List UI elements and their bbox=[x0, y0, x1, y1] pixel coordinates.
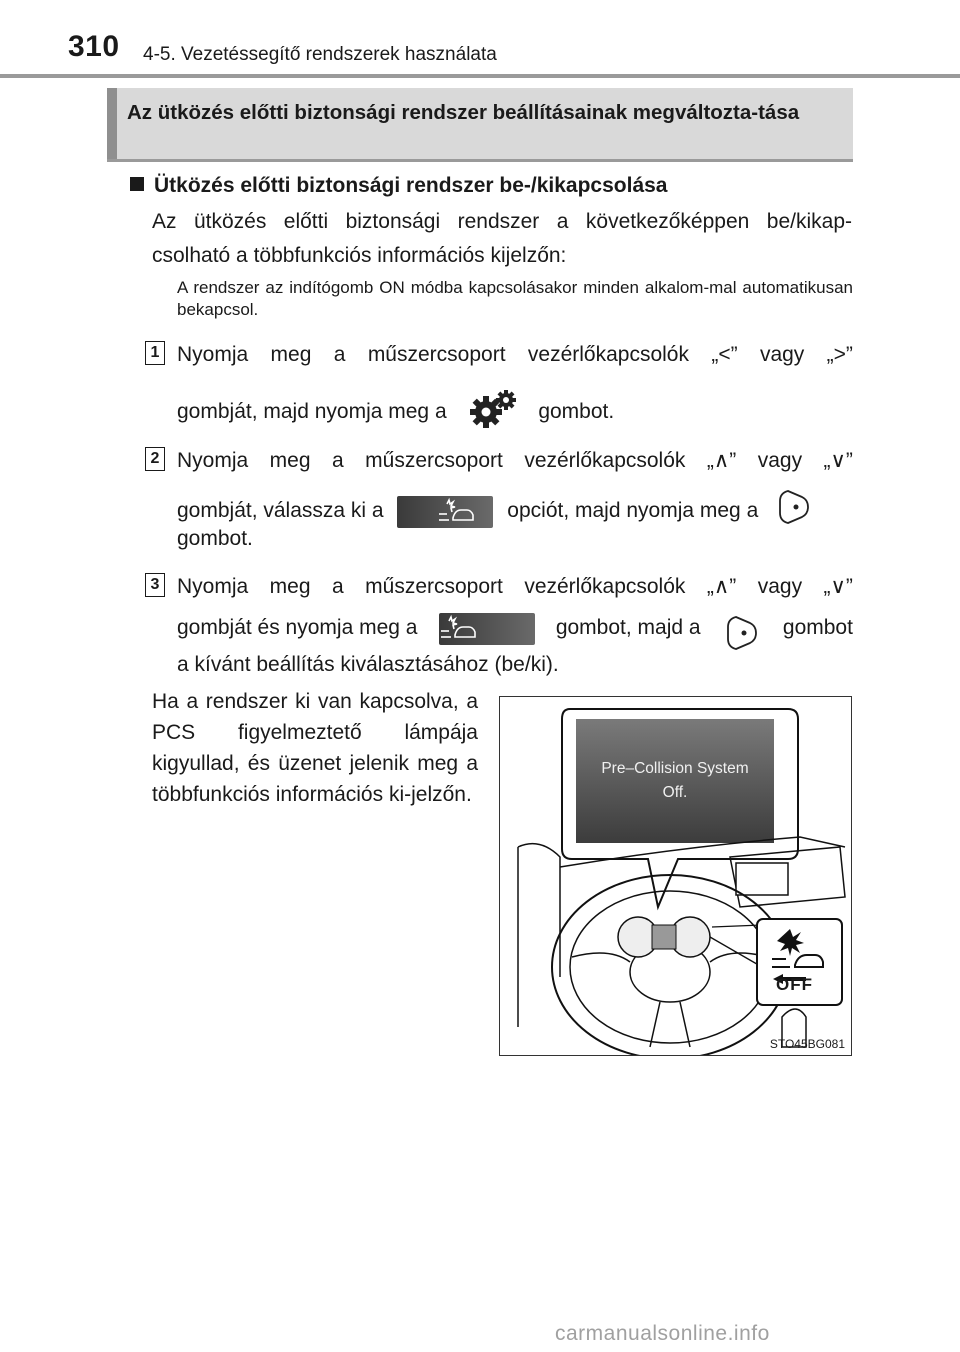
display-line-2: Off. bbox=[662, 784, 688, 801]
header-divider bbox=[0, 74, 960, 78]
step-number-2: 2 bbox=[145, 447, 165, 471]
step-1-line-1 bbox=[177, 340, 853, 370]
word: a bbox=[333, 343, 346, 366]
word: Nyomja bbox=[177, 449, 249, 472]
word: Nyomja bbox=[177, 575, 249, 598]
word: „>” bbox=[826, 343, 853, 366]
enter-button-icon bbox=[774, 487, 814, 536]
section-accent-bar bbox=[107, 88, 117, 159]
step-3-text-c: gombot bbox=[782, 616, 853, 639]
word: vezérlőkapcsolók bbox=[527, 343, 689, 366]
word: műszercsoport bbox=[367, 343, 506, 366]
subsection-title bbox=[130, 174, 668, 198]
page-number: 310 bbox=[68, 30, 120, 63]
word: meg bbox=[269, 575, 311, 598]
word: a bbox=[331, 449, 344, 472]
note-text: A rendszer az indítógomb ON módba kapcsolásakor minden alkalom-mal automatikusan bekapcsol. bbox=[177, 278, 853, 319]
word: „∨” bbox=[823, 575, 853, 598]
word: vagy bbox=[757, 449, 803, 472]
step-3-line-2 bbox=[177, 613, 853, 643]
step-3-line-3: a kívánt beállítás kiválasztásához (be/ki). bbox=[177, 653, 559, 676]
figure-code: STO45BG081 bbox=[769, 1037, 845, 1051]
step-2-line-3: gombot. bbox=[177, 527, 253, 550]
step-1-line-2 bbox=[177, 388, 615, 424]
word: vagy bbox=[759, 343, 805, 366]
square-bullet-icon bbox=[130, 177, 144, 191]
word: műszercsoport bbox=[365, 575, 503, 598]
word: vagy bbox=[757, 575, 803, 598]
step-2-line-1 bbox=[177, 446, 853, 476]
pcs-icon bbox=[439, 613, 535, 645]
step-number-3: 3 bbox=[145, 573, 165, 597]
word: „∧” bbox=[706, 575, 737, 598]
watermark: carmanualsonline.info bbox=[555, 1322, 770, 1345]
section-heading-box bbox=[107, 88, 853, 162]
intro-paragraph bbox=[152, 205, 852, 273]
result-paragraph: Ha a rendszer ki van kapcsolva, a PCS figyelmeztető lámpája kigyullad, és üzenet jelenik meg a többfunkciós információs ki-jelzőn. bbox=[152, 690, 478, 806]
word: „∧” bbox=[706, 449, 737, 472]
subsection-title-text: Ütközés előtti biztonsági rendszer be-/kikapcsolása bbox=[154, 174, 668, 197]
word: vezérlőkapcsolók bbox=[524, 449, 686, 472]
word: „∨” bbox=[823, 449, 853, 472]
intro-line-2: csolható a többfunkciós információs kijelzőn: bbox=[152, 244, 567, 267]
enter-button-icon bbox=[722, 613, 762, 643]
word: „<” bbox=[711, 343, 738, 366]
chapter-title: 4-5. Vezetéssegítő rendszerek használata bbox=[143, 44, 497, 65]
settings-gear-icon bbox=[466, 388, 524, 437]
step-2-text-a: gombját, válassza ki a bbox=[177, 499, 384, 523]
pcs-icon bbox=[397, 496, 493, 528]
display-line-1: Pre‒Collision System bbox=[601, 760, 749, 777]
word: meg bbox=[270, 343, 312, 366]
intro-line-1-text: Az ütközés előtti biztonsági rendszer a következőképpen be/kikap- bbox=[152, 210, 852, 233]
step-1-text-b: gombot. bbox=[538, 400, 615, 424]
word: meg bbox=[269, 449, 311, 472]
word: a bbox=[331, 575, 344, 598]
dashboard-illustration bbox=[500, 697, 852, 1056]
display-message bbox=[576, 757, 774, 805]
section-title: Az ütközés előtti biztonsági rendszer beállításainak megváltozta-tása bbox=[127, 101, 800, 124]
step-2-line-2 bbox=[177, 487, 814, 523]
step-3-line-1 bbox=[177, 572, 853, 602]
off-label: OFF bbox=[776, 975, 813, 994]
word: műszercsoport bbox=[365, 449, 503, 472]
step-1-text-a: gombját, majd nyomja meg a bbox=[177, 400, 447, 424]
word: Nyomja bbox=[177, 343, 249, 366]
page-header bbox=[0, 0, 960, 78]
step-3-text-b: gombot, majd a bbox=[555, 616, 701, 639]
intro-line-1 bbox=[152, 205, 852, 239]
step-2-text-b: opciót, majd nyomja meg a bbox=[507, 499, 759, 523]
step-3-text-a: gombját és nyomja meg a bbox=[177, 616, 418, 639]
word: vezérlőkapcsolók bbox=[524, 575, 686, 598]
step-number-1: 1 bbox=[145, 341, 165, 365]
figure-illustration bbox=[499, 696, 852, 1056]
